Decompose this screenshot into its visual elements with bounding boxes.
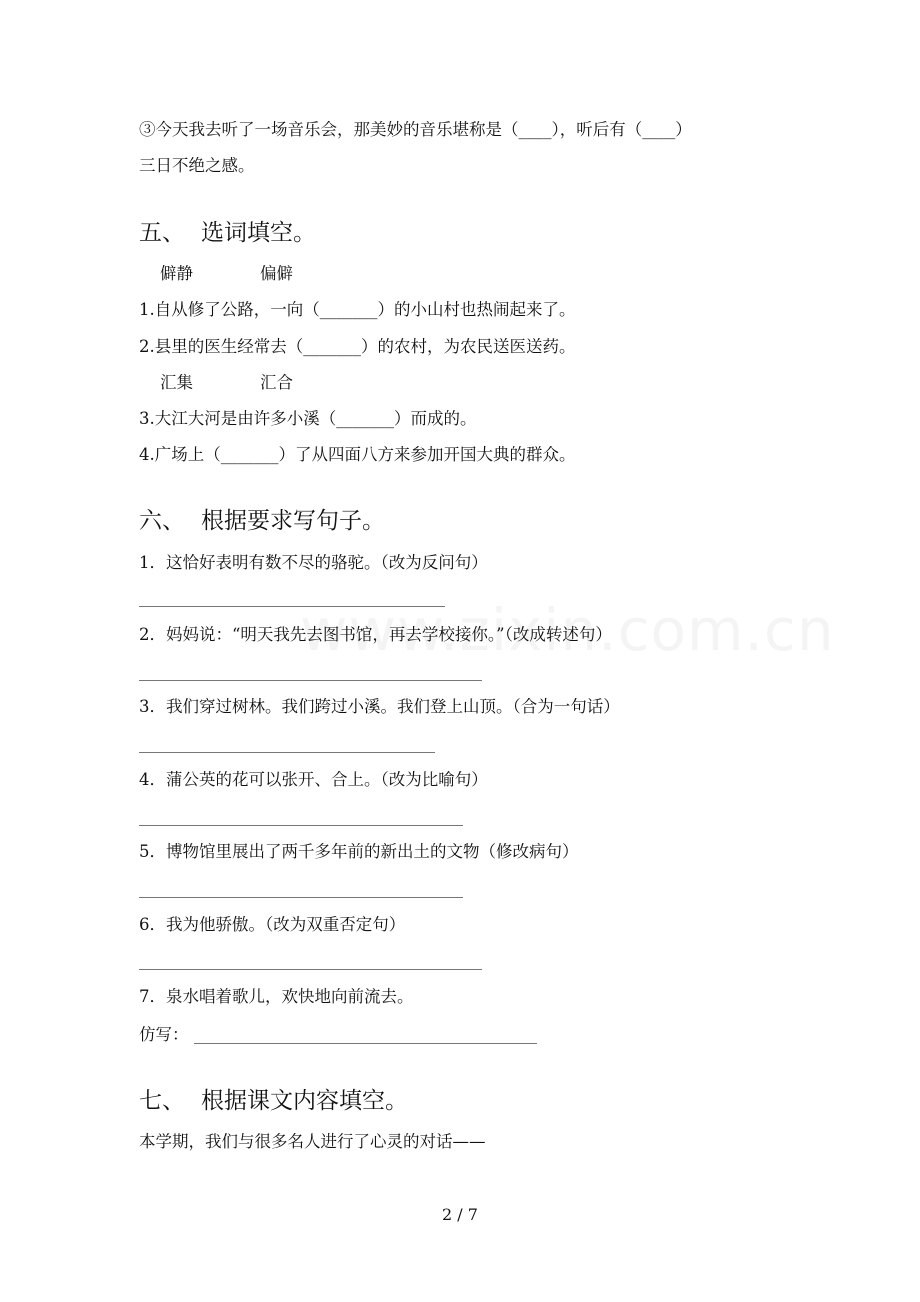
- section-6-number: 六、: [139, 508, 185, 534]
- word-option: 汇集: [160, 373, 193, 392]
- word-option: 偏僻: [260, 264, 293, 283]
- s7-text: 本学期，我们与很多名人进行了心灵的对话——: [139, 1132, 486, 1151]
- intro-line-1: ③今天我去听了一场音乐会，那美妙的音乐堪称是（____），听后有（____）: [139, 120, 692, 139]
- imitate-answer-line[interactable]: [194, 1043, 537, 1044]
- answer-line-3[interactable]: [139, 752, 435, 753]
- answer-line-5[interactable]: [139, 897, 463, 898]
- word-option: 汇合: [260, 373, 293, 392]
- imitate-label: 仿写：: [139, 1025, 189, 1044]
- section-7-number: 七、: [139, 1088, 185, 1114]
- s6-question-7: 7．泉水唱着歌儿，欢快地向前流去。: [139, 987, 414, 1006]
- answer-line-1[interactable]: [139, 606, 445, 607]
- section-5-heading: [139, 218, 316, 248]
- word-option: 僻静: [160, 264, 193, 283]
- section-6-title: 根据要求写句子。: [201, 508, 385, 534]
- s5-question-1: 1.自从修了公路，一向（_______）的小山村也热闹起来了。: [139, 300, 576, 319]
- s6-question-4: 4．蒲公英的花可以张开、合上。（改为比喻句）: [139, 770, 488, 789]
- answer-line-2[interactable]: [139, 680, 482, 681]
- answer-line-4[interactable]: [139, 825, 463, 826]
- s6-question-5: 5．博物馆里展出了两千多年前的新出土的文物（修改病句）: [139, 842, 579, 861]
- s6-question-6: 6．我为他骄傲。（改为双重否定句）: [139, 915, 406, 934]
- section-6-heading: [139, 506, 385, 536]
- s5-question-2: 2.县里的医生经常去（_______）的农村，为农民送医送药。: [139, 337, 576, 356]
- section-5-title: 选词填空。: [201, 220, 316, 246]
- s6-question-2: 2．妈妈说：“明天我先去图书馆，再去学校接你。”（改成转述句）: [139, 625, 612, 644]
- s5-question-3: 3.大江大河是由许多小溪（_______）而成的。: [139, 409, 477, 428]
- section-7-heading: [139, 1086, 408, 1116]
- word-pair-2: [160, 372, 293, 394]
- s6-question-1: 1．这恰好表明有数不尽的骆驼。（改为反问句）: [139, 553, 488, 572]
- s6-question-3: 3．我们穿过树林。我们跨过小溪。我们登上山顶。（合为一句话）: [139, 697, 620, 716]
- section-7-title: 根据课文内容填空。: [201, 1088, 408, 1114]
- s5-question-4: 4.广场上（_______）了从四面八方来参加开国大典的群众。: [139, 445, 576, 464]
- answer-line-6[interactable]: [139, 969, 482, 970]
- intro-line-2: 三日不绝之感。: [139, 156, 255, 175]
- word-pair-1: [160, 263, 293, 285]
- section-5-number: 五、: [139, 220, 185, 246]
- page-number: 2 / 7: [442, 1205, 478, 1224]
